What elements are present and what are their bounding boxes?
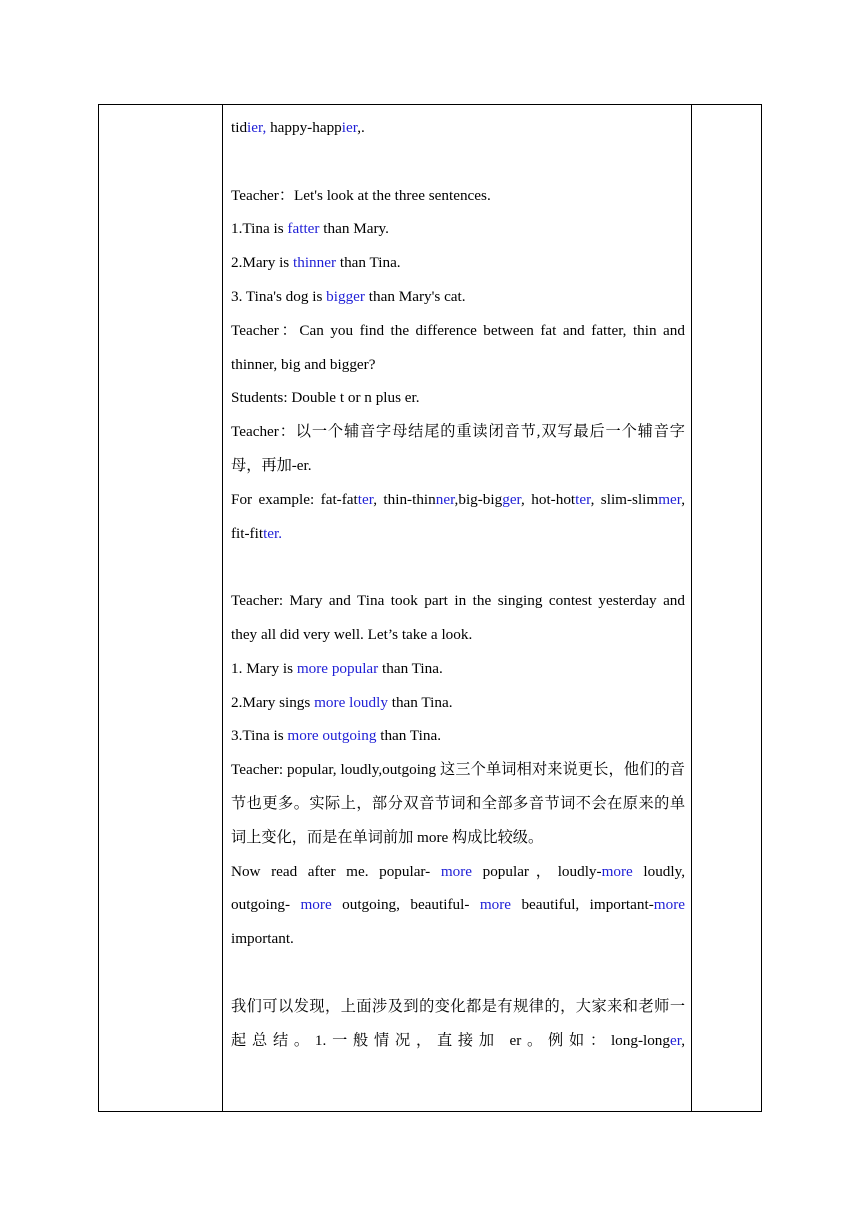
highlighted-text: more outgoing bbox=[287, 727, 377, 745]
right-column-cell bbox=[692, 105, 762, 1112]
highlighted-text: ier, bbox=[247, 119, 267, 136]
blank-line bbox=[231, 550, 685, 584]
text-segment: ,big-big bbox=[454, 490, 503, 508]
text-segment: , fit-fit bbox=[231, 490, 686, 542]
highlighted-text: more bbox=[440, 862, 473, 880]
content-cell bbox=[223, 105, 692, 1112]
highlighted-text: ger bbox=[502, 490, 522, 508]
table-row bbox=[99, 105, 762, 1112]
paragraph bbox=[231, 212, 685, 246]
blank-line bbox=[231, 145, 685, 179]
paragraph bbox=[231, 686, 685, 720]
text-segment: outgoing, beautiful- bbox=[331, 896, 480, 914]
highlighted-text: more bbox=[300, 896, 332, 914]
text-segment: 1.Tina is bbox=[231, 220, 288, 238]
highlighted-text: more bbox=[601, 862, 633, 880]
text-segment: important. bbox=[231, 930, 294, 948]
lesson-plan-table bbox=[98, 104, 762, 1112]
highlighted-text: more loudly bbox=[314, 693, 388, 711]
text-segment: ,. bbox=[357, 119, 365, 136]
text-segment: For example: fat-fat bbox=[231, 490, 358, 508]
highlighted-text: mer bbox=[658, 490, 682, 508]
highlighted-text: er bbox=[670, 1031, 682, 1049]
text-segment: 2.Mary sings bbox=[231, 693, 315, 711]
text-segment: Teacher：Let's look at the three sentences. bbox=[231, 186, 491, 204]
highlighted-text: more bbox=[479, 896, 512, 914]
paragraph bbox=[231, 483, 685, 551]
paragraph bbox=[231, 111, 685, 145]
paragraph bbox=[231, 855, 685, 956]
highlighted-text: fatter bbox=[287, 220, 320, 238]
text-segment: , thin-thin bbox=[373, 490, 436, 508]
paragraph bbox=[231, 719, 685, 753]
paragraph bbox=[231, 584, 685, 652]
text-segment: 1. Mary is bbox=[231, 659, 297, 677]
text-segment: Now read after me. popular- bbox=[231, 862, 441, 880]
paragraph bbox=[231, 280, 685, 314]
text-segment: Teacher：Can you find the difference between fat and fatter, thin and thinner, big and bigger? bbox=[231, 321, 685, 373]
lesson-content bbox=[231, 111, 685, 1057]
highlighted-text: ner bbox=[435, 490, 455, 508]
blank-line bbox=[231, 956, 685, 990]
paragraph bbox=[231, 381, 685, 415]
paragraph bbox=[231, 246, 685, 280]
paragraph bbox=[231, 990, 685, 1058]
text-segment: than Mary. bbox=[319, 220, 389, 238]
text-segment: Teacher：以一个辅音字母结尾的重读闭音节,双写最后一个辅音字母，再加-er. bbox=[231, 423, 685, 474]
text-segment: Students: Double t or n plus er. bbox=[231, 389, 420, 407]
text-segment: 3. Tina's dog is bbox=[231, 287, 327, 305]
text-segment: 3.Tina is bbox=[231, 727, 288, 745]
highlighted-text: ier bbox=[341, 119, 358, 136]
text-segment: , hot-hot bbox=[521, 490, 576, 508]
text-segment: beautiful, important- bbox=[511, 896, 654, 914]
paragraph bbox=[231, 415, 685, 483]
text-segment: than Tina. bbox=[387, 693, 453, 711]
highlighted-text: more popular bbox=[296, 659, 379, 677]
paragraph bbox=[231, 652, 685, 686]
paragraph bbox=[231, 314, 685, 382]
text-segment: Teacher: popular, loudly,outgoing 这三个单词相对来说更长，他们的音节也更多。实际上，部分双音节词和全部多音节词不会在原来的单词上变化，而是在单词前加 more 构成比较级。 bbox=[231, 761, 685, 846]
highlighted-text: bigger bbox=[326, 287, 365, 305]
text-segment: than Tina. bbox=[336, 254, 401, 272]
text-segment: 我们可以发现，上面涉及到的变化都是有规律的，大家来和老师一起总结。1.一般情况，直接加 er。例如：long-long bbox=[231, 997, 685, 1049]
text-segment: , slim-slim bbox=[590, 490, 659, 508]
text-segment: popular，loudly- bbox=[472, 862, 602, 880]
text-segment: tid bbox=[231, 119, 248, 136]
highlighted-text: ter. bbox=[263, 524, 283, 542]
text-segment: loudly, outgoing- bbox=[231, 862, 686, 914]
paragraph bbox=[231, 753, 685, 854]
text-segment: Teacher: Mary and Tina took part in the singing contest yesterday and they all did very well. Let’s take a look. bbox=[231, 592, 685, 643]
left-column-cell bbox=[99, 105, 223, 1112]
highlighted-text: ter bbox=[357, 490, 374, 508]
highlighted-text: more bbox=[653, 896, 685, 914]
text-segment: than Tina. bbox=[376, 727, 441, 745]
text-segment: than Tina. bbox=[378, 659, 443, 677]
text-segment: happy-happ bbox=[266, 119, 342, 136]
text-segment: 2.Mary is bbox=[231, 254, 294, 272]
text-segment: than Mary's cat. bbox=[364, 287, 466, 305]
paragraph bbox=[231, 179, 685, 213]
highlighted-text: thinner bbox=[293, 254, 337, 272]
text-segment: , bbox=[681, 1031, 685, 1049]
highlighted-text: ter bbox=[575, 490, 591, 508]
